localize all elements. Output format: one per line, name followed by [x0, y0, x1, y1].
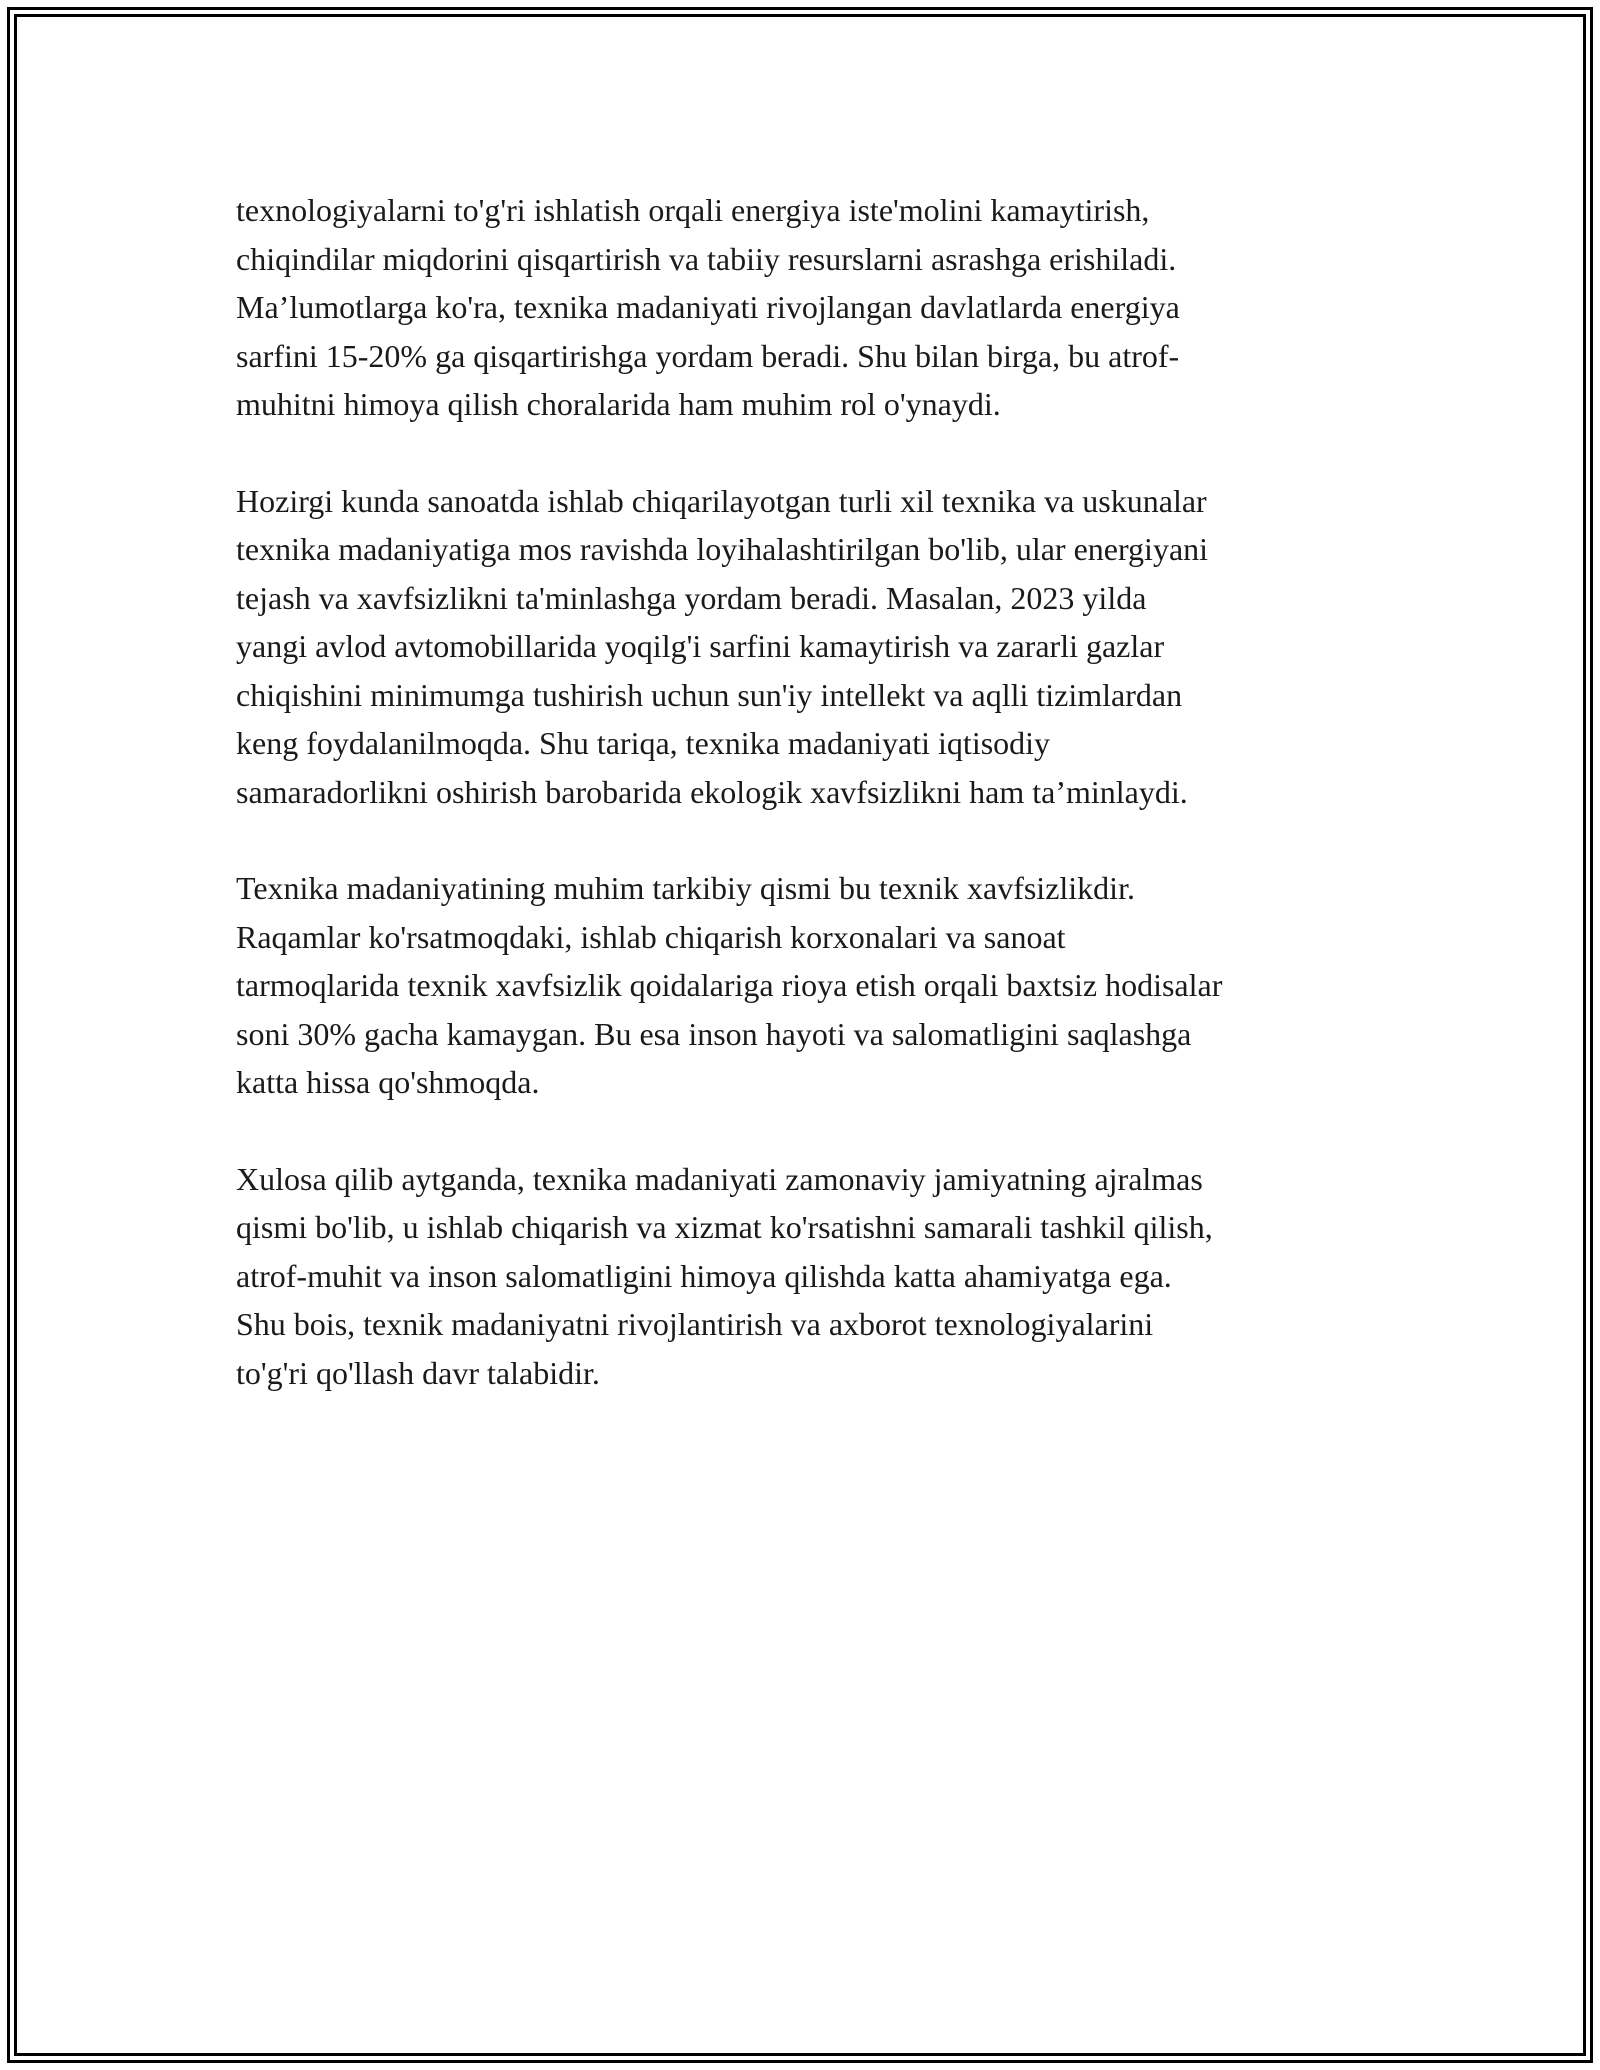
paragraph-4: Xulosa qilib aytganda, texnika madaniyati zamonaviy jamiyatning ajralmas qismi bo'lib, u ishlab chiqarish va xizmat ko'rsatishni samarali tashkil qilish, atrof-muhit va inson salomatligini himoya qilishda katta ahamiyatga ega. Shu bois, texnik madaniyatni rivojlantirish va axborot texnologiyalarini to'g'ri qo'llash davr talabidir. — [236, 1160, 1213, 1391]
paragraph-2: Hozirgi kunda sanoatda ishlab chiqarilayotgan turli xil texnika va uskunalar texnika madaniyatiga mos ravishda loyihalashtirilgan bo'lib, ular energiyani tejash va xavfsizlikni ta'minlashga yordam beradi. Masalan, 2023 yilda yangi avlod avtomobillarida yoqilg'i sarfini kamaytirish va zararli gazlar chiqishini minimumga tushirish uchun sun'iy intellekt va aqlli tizimlardan keng foydalanilmoqda. Shu tariqa, texnika madaniyati iqtisodiy samaradorlikni oshirish barobarida ekologik xavfsizlikni ham ta’minlaydi. — [236, 482, 1209, 810]
paragraph-1: texnologiyalarni to'g'ri ishlatish orqali energiya iste'molini kamaytirish, chiqindilar miqdorini qisqartirish va tabiiy resurslarni asrashga erishiladi. Ma’lumotlarga ko'ra, texnika madaniyati rivojlangan davlatlarda energiya sarfini 15-20% ga qisqartirishga yordam beradi. Shu bilan birga, bu atrof- muhitni himoya qilish choralarida ham muhim rol o'ynaydi. — [236, 192, 1180, 422]
document-body — [236, 186, 1386, 1445]
paragraph-3: Texnika madaniyatining muhim tarkibiy qismi bu texnik xavfsizlikdir. Raqamlar ko'rsatmoqdaki, ishlab chiqarish korxonalari va sanoat tarmoqlarida texnik xavfsizlik qoidalariga rioya etish orqali baxtsiz hodisalar soni 30% gacha kamaygan. Bu esa inson hayoti va salomatligini saqlashga katta hissa qo'shmoqda. — [236, 870, 1223, 1100]
